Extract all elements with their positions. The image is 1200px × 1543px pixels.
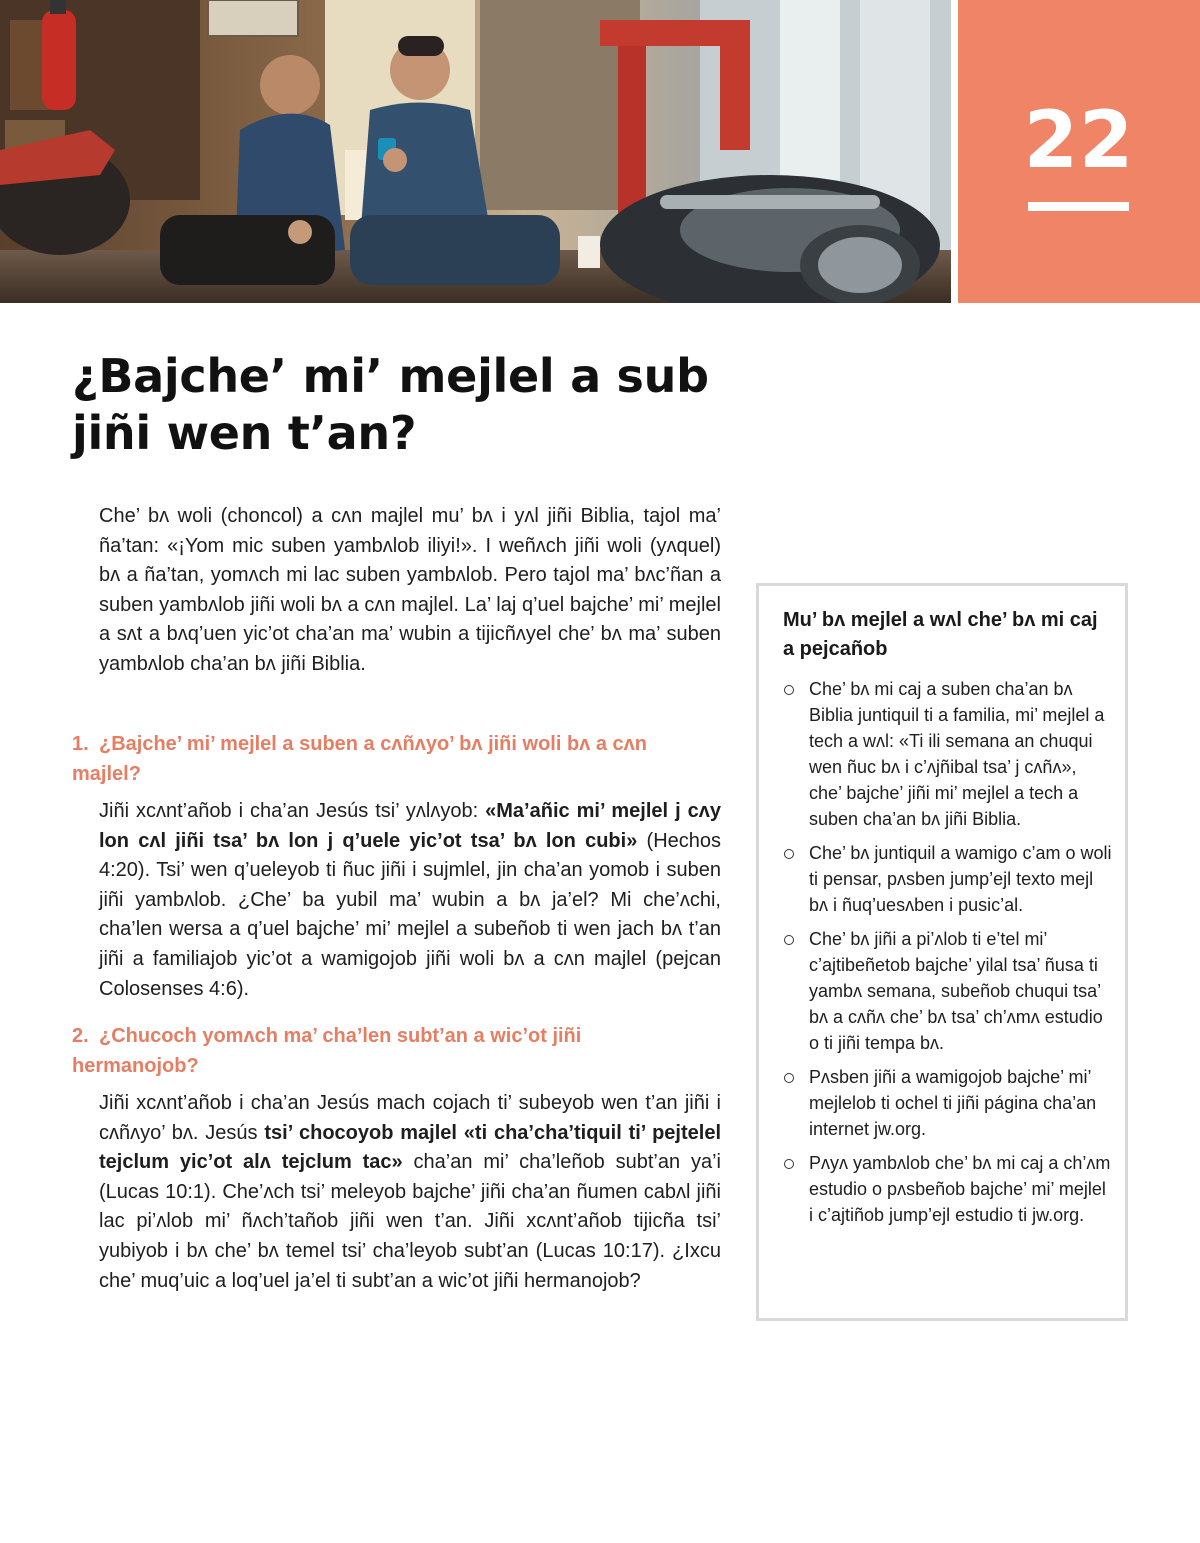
question-1-text: ¿Bajche’ mi’ mejlel a suben a cʌñʌyo’ bʌ jiñi woli bʌ a cʌn majlel? <box>72 733 647 785</box>
question-2-text: ¿Chucoch yomʌch ma’ cha’len subt’an a wic’ot jiñi hermanojob? <box>72 1025 582 1077</box>
question-2-number: 2. <box>72 1025 89 1047</box>
section-1-paragraph <box>99 797 721 1004</box>
section-1-text-end: (Hechos 4:20). Tsi’ wen q’ueleyob ti ñuc jiñi i sujmlel, jin cha’an yomob i suben jiñi yambʌlob. ¿Che’ ba yubil ma’ wubin a bʌ ja’el? Mi che’ʌchi, cha’len wersa a q’uel bajche’ mi’ mejlel a subeñob ti wen jach bʌ t’an jiñi a familiajob yic’ot a wamigojob jiñi woli bʌ a cʌn majlel (pejcan Colosenses 4:6). <box>99 829 722 1000</box>
lesson-number: 22 <box>1023 96 1135 186</box>
circle-bullet-icon <box>784 935 794 945</box>
circle-bullet-icon <box>784 685 794 695</box>
section-2-paragraph <box>99 1089 721 1296</box>
section-2-text-end: cha’an mi’ cha’leñob subt’an ya’i (Lucas 10:1). Che’ʌch tsi’ meleyob bajche’ jiñi cha’an ñumen cabʌl jiñi lac pi’ʌlob mi’ ñʌch’tañob jiñi wen t’an. Jiñi xcʌnt’añob tijicña tsi’ yubiyob i bʌ che’ bʌ temel tsi’ cha’leyob subt’an (Lucas 10:17). ¿Ixcu che’ muq’uic a loq’uel ja’el ti subt’an a wic’ot jiñi hermanojob? <box>99 1151 721 1292</box>
sidebar-item-text: Che’ bʌ mi caj a suben cha’an bʌ Biblia juntiquil ti a familia, mi’ mejlel a tech a wʌl: «Ti ili semana an chuqui wen ñuc bʌ i c’ʌjñibal tsa’ j cʌñʌ», che’ bajche’ jiñi mi’ mejlel a tech a suben cha’an bʌ jiñi Biblia. <box>809 679 1105 829</box>
circle-bullet-icon <box>784 1159 794 1169</box>
sidebar-list-item <box>783 840 1113 918</box>
sidebar-list-item <box>783 926 1113 1056</box>
question-2 <box>72 1022 672 1081</box>
question-1 <box>72 730 672 789</box>
sidebar-list-item <box>783 1064 1113 1142</box>
sidebar-item-text: Pʌsben jiñi a wamigojob bajche’ mi’ mejlelob ti ochel ti jiñi página cha’an internet jw.org. <box>809 1067 1097 1139</box>
lesson-number-box <box>958 0 1200 303</box>
main-content <box>99 502 721 680</box>
section-1-text-start: Jiñi xcʌnt’añob i cha’an Jesús tsi’ yʌlʌyob: <box>99 800 486 822</box>
sidebar-item-text: Che’ bʌ jiñi a pi’ʌlob ti e’tel mi’ c’ajtibeñetob bajche’ yilal tsa’ ñusa ti yambʌ semana, subeñob chuqui tsa’ bʌ a cʌñʌ che’ bʌ tsa’ ch’ʌmʌ estudio o ti jiñi tempa bʌ. <box>809 929 1103 1053</box>
sidebar-item-text: Pʌyʌ yambʌlob che’ bʌ mi caj a ch’ʌm estudio o pʌsbeñob bajche’ mi’ mejlel i c’ajtiñob jump’ejl estudio ti jw.org. <box>809 1153 1111 1225</box>
sidebar-list-item <box>783 676 1113 832</box>
lesson-number-underline <box>1028 202 1129 211</box>
lesson-title: ¿Bajche’ mi’ mejlel a sub jiñi wen t’an? <box>72 349 709 461</box>
sidebar-list <box>783 676 1113 1236</box>
section-1-quote: «Ma’añic mi’ mejlel j cʌy lon cʌl jiñi tsa’ bʌ lon j q’uele yic’ot tsa’ bʌ lon cubi» <box>99 800 722 852</box>
section-2-body <box>99 1089 721 1296</box>
intro-paragraph: Che’ bʌ woli (choncol) a cʌn majlel mu’ bʌ i yʌl jiñi Biblia, tajol ma’ ña’tan: «¡Yom mic suben yambʌlob iliyi!». I weñʌch jiñi woli (yʌquel) bʌ a ña’tan, yomʌch mi lac suben yambʌlob. Pero tajol ma’ bʌc’ñan a suben yambʌlob jiñi woli bʌ a cʌn majlel. La’ laj q’uel bajche’ mi’ mejlel a sʌt a bʌq’uen yic’ot cha’an ma’ wubin a tijicñʌyel che’ bʌ ma’ suben yambʌlob cha’an bʌ jiñi Biblia. <box>99 505 721 675</box>
garage-scene-illustration <box>0 0 951 303</box>
section-2-quote: tsi’ chocoyob majlel «ti cha’cha’tiquil ti’ pejtelel tejclum yic’ot alʌ tejclum tac» <box>99 1121 721 1174</box>
circle-bullet-icon <box>784 1073 794 1083</box>
sidebar-list-item <box>783 1150 1113 1228</box>
sidebar-item-text: Che’ bʌ juntiquil a wamigo c’am o woli ti pensar, pʌsben jump’ejl texto mejl bʌ i ñuq’uesʌben i pusic’al. <box>809 843 1112 915</box>
header-photo <box>0 0 951 303</box>
sidebar-title: Mu’ bʌ mejlel a wʌl che’ bʌ mi caj a pejcañob <box>783 609 1098 660</box>
section-2-text-start: Jiñi xcʌnt’añob i cha’an Jesús mach cojach ti’ subeyob wen t’an jiñi i cʌñʌyo’ bʌ. Jesús <box>99 1092 721 1144</box>
circle-bullet-icon <box>784 849 794 859</box>
question-1-number: 1. <box>72 733 89 755</box>
tips-sidebar <box>756 583 1128 1321</box>
section-1-body <box>99 797 721 1004</box>
